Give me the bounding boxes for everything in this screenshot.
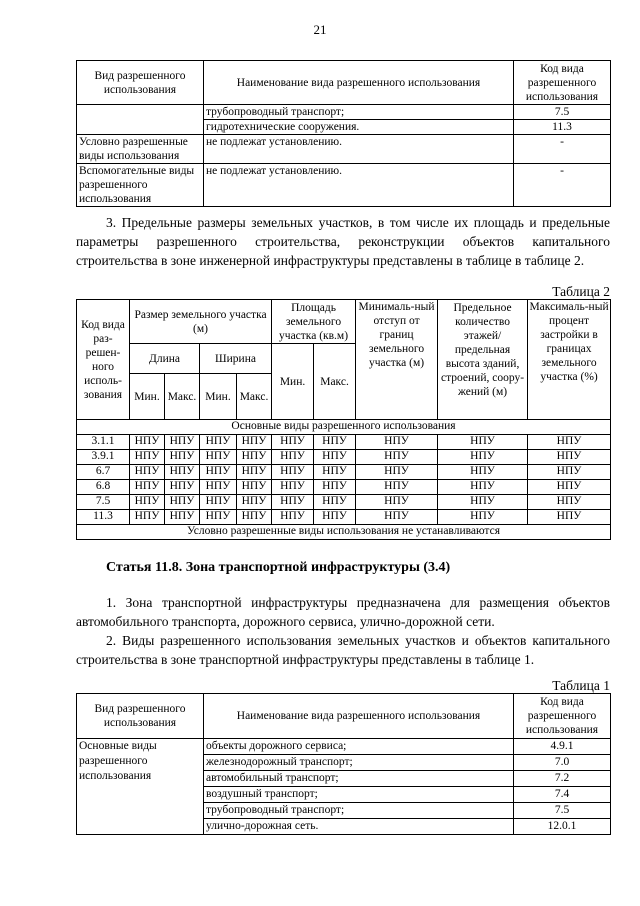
table-cell: НПУ: [237, 510, 272, 525]
table-cell: НПУ: [314, 510, 356, 525]
table-cell: НПУ: [130, 435, 165, 450]
permitted-use-code: 4.9.1: [514, 739, 611, 755]
table-cell: 11.3: [77, 510, 130, 525]
top-table-header-kind: Вид разрешенного использования: [77, 61, 204, 105]
permitted-use-code: 7.5: [514, 803, 611, 819]
limits-table: [76, 299, 611, 540]
table-cell: НПУ: [356, 450, 438, 465]
table-cell: НПУ: [438, 435, 528, 450]
table-cell: 6.8: [77, 480, 130, 495]
top-table-code: 7.5: [514, 105, 611, 120]
table-cell: 7.5: [77, 495, 130, 510]
table-cell: НПУ: [130, 450, 165, 465]
permitted-use-code: 7.0: [514, 755, 611, 771]
limits-table-section-conditional: Условно разрешенные виды использования не устанавливаются: [77, 525, 611, 540]
top-table-kind-main: [77, 105, 204, 135]
table-cell: НПУ: [165, 480, 200, 495]
table-cell: НПУ: [356, 435, 438, 450]
table-cell: НПУ: [165, 435, 200, 450]
table-cell: НПУ: [200, 510, 237, 525]
top-table-name: не подлежат установлению.: [204, 164, 514, 207]
limits-table-header-length: Длина: [130, 344, 200, 374]
permitted-use-code: 7.2: [514, 771, 611, 787]
top-table-kind: Вспомогательные виды разрешенного использования: [77, 164, 204, 207]
table-row: [77, 495, 611, 510]
permitted-use-code: 7.4: [514, 787, 611, 803]
top-table-code: -: [514, 164, 611, 207]
table-cell: НПУ: [438, 450, 528, 465]
top-table-kind: Условно разрешенные виды использования: [77, 135, 204, 164]
table-row: [77, 450, 611, 465]
limits-table-section-main: Основные виды разрешенного использования: [77, 420, 611, 435]
permitted-use-header-name: Наименование вида разрешенного использования: [204, 694, 514, 739]
top-table-header-code: Код вида разрешенного использования: [514, 61, 611, 105]
table-cell: НПУ: [528, 435, 611, 450]
table-cell: НПУ: [272, 495, 314, 510]
paragraph-2: 2. Виды разрешенного использования земельных участков и объектов капитального строительства в зоне транспортной инфраструктуры представлены в таблице 1.: [76, 633, 610, 667]
table-row: [77, 510, 611, 525]
table-cell: НПУ: [528, 510, 611, 525]
table-cell: НПУ: [438, 465, 528, 480]
limits-table-header-area-max: Макс.: [314, 344, 356, 420]
table-cell: НПУ: [528, 450, 611, 465]
table-cell: НПУ: [200, 465, 237, 480]
top-table-code: -: [514, 135, 611, 164]
table-cell: НПУ: [528, 480, 611, 495]
limits-table-header-length-max: Макс.: [165, 374, 200, 420]
table-cell: НПУ: [438, 495, 528, 510]
table-cell: НПУ: [438, 510, 528, 525]
permitted-use-name: трубопроводный транспорт;: [204, 803, 514, 819]
table-cell: НПУ: [356, 465, 438, 480]
table-cell: НПУ: [356, 480, 438, 495]
table-cell: 6.7: [77, 465, 130, 480]
permitted-use-name: улично-дорожная сеть.: [204, 819, 514, 835]
table-cell: НПУ: [356, 495, 438, 510]
table-cell: 3.1.1: [77, 435, 130, 450]
top-table-header-name: Наименование вида разрешенного использования: [204, 61, 514, 105]
table-row: [77, 465, 611, 480]
table2-caption: Таблица 2: [552, 284, 610, 299]
limits-table-header-area-min: Мин.: [272, 344, 314, 420]
top-table: [76, 60, 611, 207]
table-cell: НПУ: [165, 465, 200, 480]
table-cell: НПУ: [237, 450, 272, 465]
table-cell: НПУ: [237, 480, 272, 495]
table-cell: НПУ: [528, 465, 611, 480]
table-cell: НПУ: [237, 465, 272, 480]
table-cell: НПУ: [237, 495, 272, 510]
permitted-use-name: объекты дорожного сервиса;: [204, 739, 514, 755]
limits-table-header-width-max: Макс.: [237, 374, 272, 420]
table-cell: НПУ: [272, 450, 314, 465]
article-title: Статья 11.8. Зона транспортной инфраструктуры (3.4): [106, 560, 451, 575]
top-table-name: не подлежат установлению.: [204, 135, 514, 164]
table-cell: НПУ: [314, 465, 356, 480]
limits-table-header-indent: Минималь-ный отступ от границ земельного участка (м): [356, 300, 438, 420]
paragraph-1: 1. Зона транспортной инфраструктуры предназначена для размещения объектов автомобильного транспорта, дорожного сервиса, улично-дорожной сети.: [76, 595, 610, 629]
table-cell: НПУ: [130, 465, 165, 480]
limits-table-header-percent: Максималь-ный процент застройки в границах земельного участка (%): [528, 300, 611, 420]
limits-table-header-area: Площадь земельного участка (кв.м): [272, 300, 356, 344]
table-cell: НПУ: [237, 435, 272, 450]
limits-table-header-width: Ширина: [200, 344, 272, 374]
table-cell: НПУ: [272, 435, 314, 450]
table-cell: НПУ: [438, 480, 528, 495]
table-cell: НПУ: [165, 450, 200, 465]
permitted-use-header-kind: Вид разрешенного использования: [77, 694, 204, 739]
table-cell: НПУ: [314, 495, 356, 510]
limits-table-header-code: Код вида раз-решен-ного исполь-зования: [77, 300, 130, 420]
table-cell: НПУ: [200, 480, 237, 495]
table-cell: НПУ: [200, 450, 237, 465]
table-row: [77, 435, 611, 450]
limits-table-header-length-min: Мин.: [130, 374, 165, 420]
permitted-use-table: [76, 693, 611, 835]
table-cell: НПУ: [130, 495, 165, 510]
permitted-use-name: железнодорожный транспорт;: [204, 755, 514, 771]
permitted-use-header-code: Код вида разрешенного использования: [514, 694, 611, 739]
table-cell: НПУ: [130, 510, 165, 525]
top-table-name: гидротехнические сооружения.: [204, 120, 514, 135]
table-cell: НПУ: [165, 510, 200, 525]
table-cell: НПУ: [272, 480, 314, 495]
table-cell: НПУ: [314, 435, 356, 450]
table-cell: НПУ: [528, 495, 611, 510]
table-cell: НПУ: [165, 495, 200, 510]
table-cell: 3.9.1: [77, 450, 130, 465]
table-cell: НПУ: [200, 435, 237, 450]
top-table-code: 11.3: [514, 120, 611, 135]
table-cell: НПУ: [272, 510, 314, 525]
permitted-use-code: 12.0.1: [514, 819, 611, 835]
table-cell: НПУ: [314, 480, 356, 495]
permitted-use-name: автомобильный транспорт;: [204, 771, 514, 787]
permitted-use-kind: Основные виды разрешенного использования: [77, 739, 204, 835]
permitted-use-name: воздушный транспорт;: [204, 787, 514, 803]
table-cell: НПУ: [356, 510, 438, 525]
table-cell: НПУ: [272, 465, 314, 480]
limits-table-header-floors: Предельное количество этажей/ предельная высота зданий, строений, соору-жений (м): [438, 300, 528, 420]
table-cell: НПУ: [314, 450, 356, 465]
page-number: 21: [313, 22, 327, 37]
limits-table-header-size: Размер земельного участка (м): [130, 300, 272, 344]
table-row: [77, 480, 611, 495]
table-cell: НПУ: [130, 480, 165, 495]
paragraph-3: 3. Предельные размеры земельных участков, в том числе их площадь и предельные параметры разрешенного строительства, реконструкции объектов капитального строительства в зоне инженерной инфраструктуры представлены в таблице в таблице 2.: [76, 215, 610, 268]
table1-caption: Таблица 1: [552, 678, 610, 693]
limits-table-header-width-min: Мин.: [200, 374, 237, 420]
top-table-name: трубопроводный транспорт;: [204, 105, 514, 120]
table-cell: НПУ: [200, 495, 237, 510]
